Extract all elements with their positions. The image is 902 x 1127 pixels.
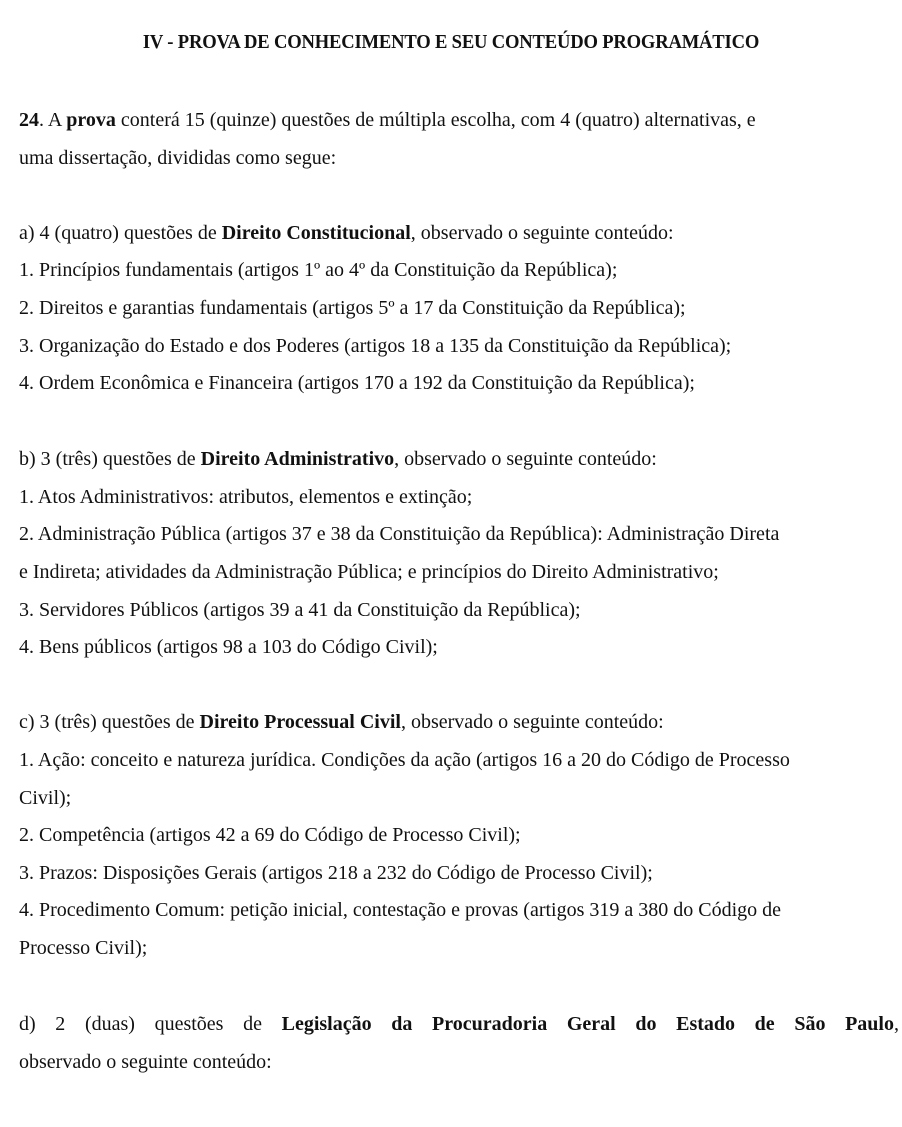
section-b-item: 2. Administração Pública (artigos 37 e 38 da Constituição da República): Administração Direta bbox=[19, 523, 780, 545]
item-number: 24 bbox=[19, 109, 39, 131]
section-c-intro bbox=[19, 709, 664, 735]
section-c-subject: Direito Processual Civil bbox=[199, 711, 401, 733]
item-24-bold: prova bbox=[66, 109, 116, 131]
section-a-item: 1. Princípios fundamentais (artigos 1º ao 4º da Constituição da República); bbox=[19, 259, 618, 281]
section-c-item: 2. Competência (artigos 42 a 69 do Código de Processo Civil); bbox=[19, 824, 521, 846]
section-d-intro-pre: d) 2 (duas) questões de bbox=[19, 1013, 282, 1035]
section-a-intro bbox=[19, 220, 674, 246]
section-d-intro bbox=[19, 1011, 899, 1037]
section-b-intro bbox=[19, 446, 657, 472]
section-a-intro-pre: a) 4 (quatro) questões de bbox=[19, 222, 222, 244]
section-d-intro-post: , bbox=[893, 1013, 899, 1035]
section-b-subject: Direito Administrativo bbox=[200, 448, 395, 470]
section-a-intro-post: , observado o seguinte conteúdo: bbox=[410, 222, 674, 244]
section-a-item: 2. Direitos e garantias fundamentais (artigos 5º a 17 da Constituição da República); bbox=[19, 297, 686, 319]
section-c-intro-post: , observado o seguinte conteúdo: bbox=[400, 711, 664, 733]
section-c-item-continued: Processo Civil); bbox=[19, 937, 148, 959]
item-24-line-2: uma dissertação, divididas como segue: bbox=[19, 147, 337, 169]
section-a-item: 4. Ordem Econômica e Financeira (artigos 170 a 192 da Constituição da República); bbox=[19, 372, 695, 394]
section-b-intro-post: , observado o seguinte conteúdo: bbox=[394, 448, 657, 470]
section-b-item: 3. Servidores Públicos (artigos 39 a 41 da Constituição da República); bbox=[19, 599, 581, 621]
section-b-item: 4. Bens públicos (artigos 98 a 103 do Código Civil); bbox=[19, 636, 438, 658]
section-b-intro-pre: b) 3 (três) questões de bbox=[19, 448, 201, 470]
item-24-line-1 bbox=[19, 107, 756, 133]
section-c-item-continued: Civil); bbox=[19, 787, 72, 809]
section-b-item: 1. Atos Administrativos: atributos, elementos e extinção; bbox=[19, 486, 473, 508]
item-24-text: . A bbox=[39, 109, 67, 131]
section-c-intro-pre: c) 3 (três) questões de bbox=[19, 711, 200, 733]
section-c-item: 4. Procedimento Comum: petição inicial, contestação e provas (artigos 319 a 380 do Código de bbox=[19, 899, 782, 921]
section-a-item: 3. Organização do Estado e dos Poderes (artigos 18 a 135 da Constituição da República); bbox=[19, 335, 732, 357]
section-d-subject: Legislação da Procuradoria Geral do Estado de São Paulo bbox=[281, 1013, 894, 1035]
item-24-text-rest: conterá 15 (quinze) questões de múltipla escolha, com 4 (quatro) alternativas, e bbox=[115, 109, 756, 131]
section-b-item-continued: e Indireta; atividades da Administração Pública; e princípios do Direito Administrativo; bbox=[19, 561, 719, 583]
section-d-intro-continued: observado o seguinte conteúdo: bbox=[19, 1051, 272, 1073]
section-a-subject: Direito Constitucional bbox=[221, 222, 411, 244]
section-c-item: 3. Prazos: Disposições Gerais (artigos 218 a 232 do Código de Processo Civil); bbox=[19, 862, 653, 884]
section-c-item: 1. Ação: conceito e natureza jurídica. Condições da ação (artigos 16 a 20 do Código de Processo bbox=[19, 749, 790, 771]
section-heading: IV - PROVA DE CONHECIMENTO E SEU CONTEÚDO PROGRAMÁTICO bbox=[142, 31, 760, 53]
